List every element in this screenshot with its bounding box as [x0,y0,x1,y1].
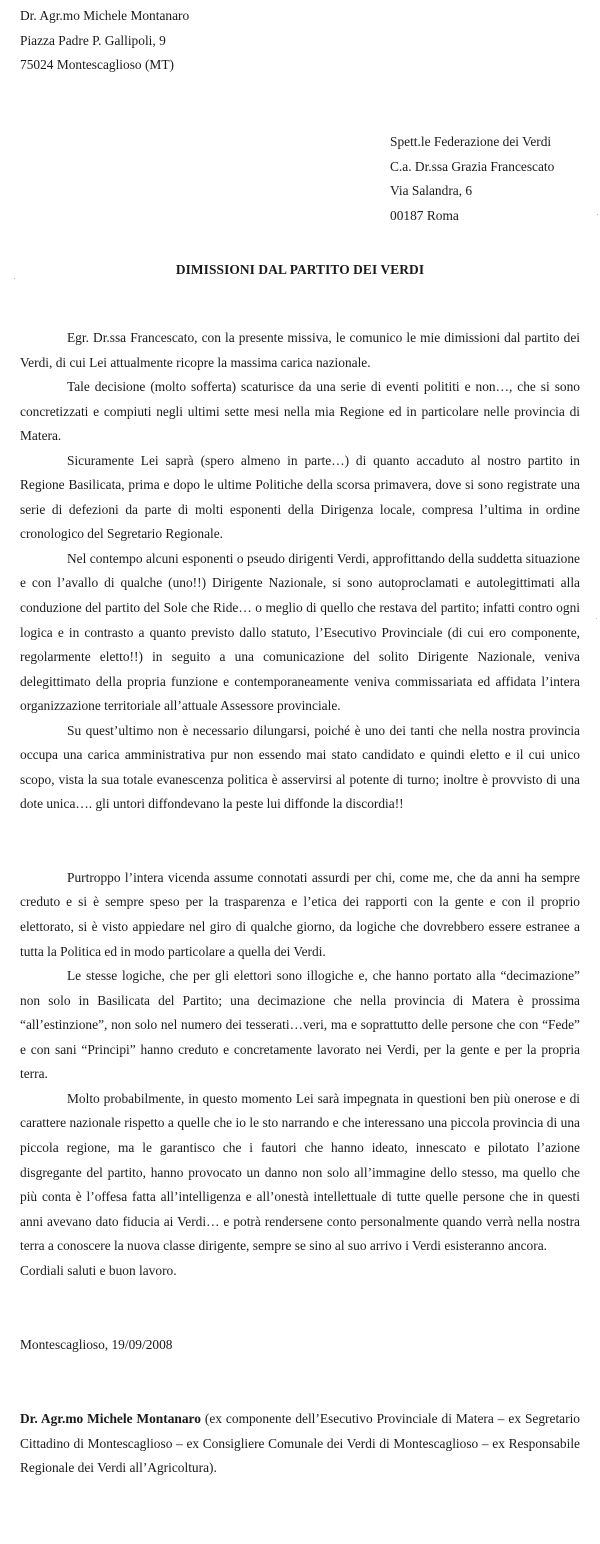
scan-speck [596,618,597,619]
paragraph: Egr. Dr.ssa Francescato, con la presente missiva, le comunico le mie dimissioni dal partito dei Verdi, di cui Lei attualmente ricopre la massima carica nazionale. [20,330,580,370]
signature-block [20,1407,580,1481]
paragraph: Tale decisione (molto sofferta) scaturisce da una serie di eventi polititi e non…, che si sono concretizzati e compiuti negli ultimi sette mesi nella mia Regione ed in particolare nelle provincia di Matera. [20,379,580,444]
scan-speck [14,278,15,279]
scan-speck [597,214,598,215]
place-and-date: Montescaglioso, 19/09/2008 [20,1337,173,1352]
sender-city: 75024 Montescaglioso (MT) [20,57,174,72]
paragraph: Sicuramente Lei saprà (spero almeno in parte…) di quanto accaduto al nostro partito in Regione Basilicata, prima e dopo le ultime Politiche della scorsa primavera, dove si sono registrate una serie di defezioni da parte di molti esponenti della Dirigenza locale, compresa l’ultima in ordine cronologico del Segretario Regionale. [20,452,580,542]
recipient-organization: Spett.le Federazione dei Verdi [390,134,552,149]
closing-salutation: Cordiali saluti e buon lavoro. [20,1262,177,1278]
letter-title: DIMISSIONI DAL PARTITO DEI VERDI [175,262,425,277]
paragraph-spacer [20,817,580,842]
paragraph: Molto probabilmente, in questo momento Lei sarà impegnata in questioni ben più onerose e di carattere nazionale rispetto a quelle che io le sto narrando e che interessano una piccola provincia di una piccola regione, ma le garantisco che i fautori che hanno ideato, innescato e pilotato l’azione disgregante del partito, hanno provocato un danno non solo all’immagine dello stesso, ma quello che più conta è l’offesa fatta all’intelligenza e all’onestà intellettuale di tutte quelle persone che in questi anni avevano dato fiducia ai Verdi… e potrà rendersene conto personalmente quando verrà nella nostra terra a conoscere la nuova classe dirigente, sempre se sino al suo arrivo i Verdi esisteranno ancora. [20,1090,580,1254]
paragraph-spacer [20,841,580,866]
signature-name: Dr. Agr.mo Michele Montanaro [20,1411,201,1426]
recipient-city: 00187 Roma [390,207,459,223]
paragraph: Le stesse logiche, che per gli elettori sono illogiche e, che hanno portato alla “decimazione” non solo in Basilicata del Partito; una decimazione che nella provincia di Matera è prossima “all’estinzione”, non solo nel numero dei tesserati…veri, ma e soprattutto delle persone che con “Fede” e con sani “Principi” hanno creduto e concretamente lavorato nei Verdi, per la gente e per la propria terra. [20,968,580,1082]
letter-body [20,326,580,1283]
paragraph: Nel contempo alcuni esponenti o pseudo dirigenti Verdi, approfittando della suddetta situazione e con l’avallo di qualche (uno!!) Dirigente Nazionale, si sono autoproclamati e autolegittimati alla conduzione del partito del Sole che Ride… o meglio di quello che restava del partito; infatti contro ogni logica e in contrasto a quanto previsto dallo statuto, l’Esecutivo Provinciale (di cui ero componente, regolarmente eletto!!) in seguito a una comunicazione del solito Dirigente Nazionale, veniva delegittimato della propria funzione e contemporaneamente veniva commissariata ed affidata l’intera organizzazione territoriale all’attuale Assessore provinciale. [20,550,580,714]
recipient-block [390,130,554,228]
sender-block [20,4,189,78]
sender-name: Dr. Agr.mo Michele Montanaro [20,8,190,23]
sender-address: Piazza Padre P. Gallipoli, 9 [20,32,166,48]
recipient-street: Via Salandra, 6 [390,183,473,198]
recipient-attention: C.a. Dr.ssa Grazia Francescato [390,158,555,174]
paragraph: Su quest’ultimo non è necessario dilungarsi, poiché è uno dei tanti che nella nostra provincia occupa una carica amministrativa pur non essendo mai stato candidato e quindi eletto e il cui unico scopo, vista la sua totale evanescenza politica è asservirsi al potente di turno; inoltre è provvisto di una dote unica…. gli untori diffondevano la peste lui diffonde la discordia!! [20,722,580,812]
paragraph: Purtroppo l’intera vicenda assume connotati assurdi per chi, come me, che da anni ha sempre creduto e si è sempre speso per la trasparenza e l’etica dei rapporti con la gente e con il proprio elettorato, si è visto appiedare nel giro di qualche giorno, da logiche che dovrebbero essere estranee a tutta la Politica ed in modo particolare a quella dei Verdi. [20,869,580,959]
signature-roles: (ex componente dell’Esecutivo Provinciale di Matera – ex Segretario Cittadino di Montescaglioso – ex Consigliere Comunale dei Verdi di Montescaglioso – ex Responsabile Regionale dei Verdi all’Agricoltura). [20,1411,580,1475]
